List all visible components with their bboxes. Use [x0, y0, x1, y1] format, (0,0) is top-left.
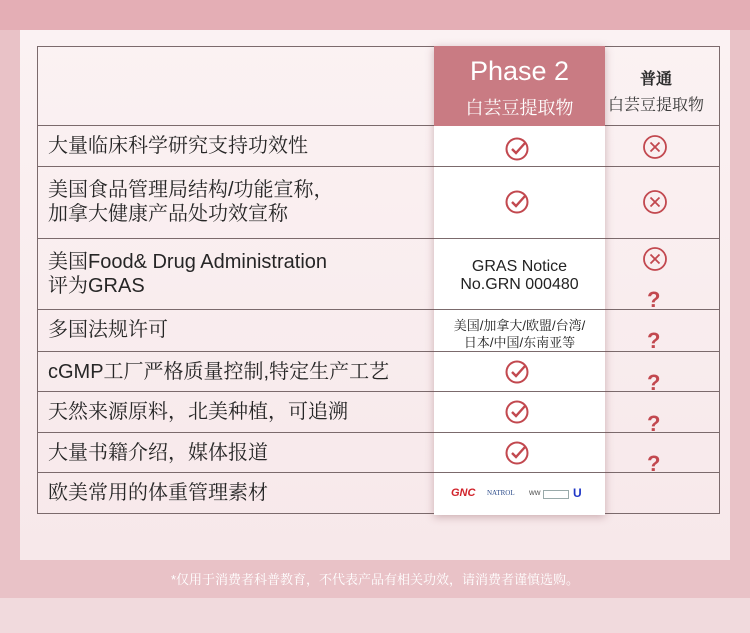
normal-title: 普通 [639, 71, 672, 88]
row-label-fda-gras: 美国Food& Drug Administration [48, 251, 328, 273]
gnc-logo: GNC [451, 487, 476, 499]
cross-circle-icon [642, 246, 668, 272]
row-divider [37, 166, 720, 167]
grn-number-text: No.GRN 000480 [460, 276, 579, 293]
disclaimer-footer: *仅用于消费者科普教育，不代表产品有相关功效，请消费者谨慎选购。 [170, 572, 580, 587]
row-label-regulation: 多国法规许可 [48, 319, 168, 341]
check-circle-icon [504, 440, 530, 466]
cross-circle-icon [642, 189, 668, 215]
question-mark-icon: ? [647, 411, 661, 436]
row-divider [37, 309, 720, 310]
phase-row-divider [434, 166, 605, 167]
phase2-subtitle: 白芸豆提取物 [465, 98, 574, 118]
regulation-countries-text-2: 日本/中国/东南亚等 [463, 335, 576, 350]
row-label-fda-claim: 美国食品管理局结构/功能宣称， [48, 179, 334, 201]
phase-row-divider [434, 432, 605, 433]
check-circle-icon [504, 136, 530, 162]
top-band [0, 0, 750, 30]
phase-row-divider [434, 351, 605, 352]
question-mark-icon: ? [647, 328, 661, 353]
normal-subtitle: 白芸豆提取物 [607, 97, 704, 114]
phase-row-divider [434, 472, 605, 473]
row-label-common: 欧美常用的体重管理素材 [48, 482, 268, 504]
table-border-right [719, 46, 720, 514]
question-mark-icon: ? [647, 370, 661, 395]
check-circle-icon [504, 359, 530, 385]
row-divider [37, 391, 720, 392]
unilever-logo: U [573, 486, 582, 500]
normal-header [606, 46, 706, 126]
row-label-books: 大量书籍介绍，媒体报道 [48, 442, 268, 464]
phase-row-divider [434, 309, 605, 310]
gras-notice-text: GRAS Notice [471, 258, 568, 275]
row-divider [37, 238, 720, 239]
row-divider [37, 432, 720, 433]
phase-row-divider [434, 391, 605, 392]
row-divider [37, 472, 720, 473]
check-circle-icon [504, 399, 530, 425]
question-mark-icon: ? [647, 287, 661, 312]
regulation-countries-text: 美国/加拿大/欧盟/台湾/ [453, 318, 586, 333]
row-label-health-canada: 加拿大健康产品处功效宣称 [48, 203, 288, 225]
row-divider [37, 351, 720, 352]
phase2-title: Phase 2 [469, 56, 570, 86]
table-border-bottom [37, 513, 720, 514]
row-label-clinical: 大量临床科学研究支持功效性 [48, 135, 308, 157]
question-mark-icon: ? [647, 451, 661, 476]
row-label-gras: 评为GRAS [48, 275, 145, 297]
bottom-band [0, 598, 750, 633]
row-label-cgmp: cGMP工厂严格质量控制,特定生产工艺 [48, 361, 390, 383]
table-border-left [37, 46, 38, 514]
phase-row-divider [434, 238, 605, 239]
brand-logo-box [543, 490, 569, 499]
brand-logos [451, 486, 586, 502]
phase2-header [434, 46, 605, 126]
check-circle-icon [504, 189, 530, 215]
cross-circle-icon [642, 134, 668, 160]
natrol-logo: NATROL [487, 489, 515, 497]
ww-logo: ww [529, 488, 541, 497]
row-label-natural: 天然来源原料，北美种植，可追溯 [48, 401, 348, 423]
